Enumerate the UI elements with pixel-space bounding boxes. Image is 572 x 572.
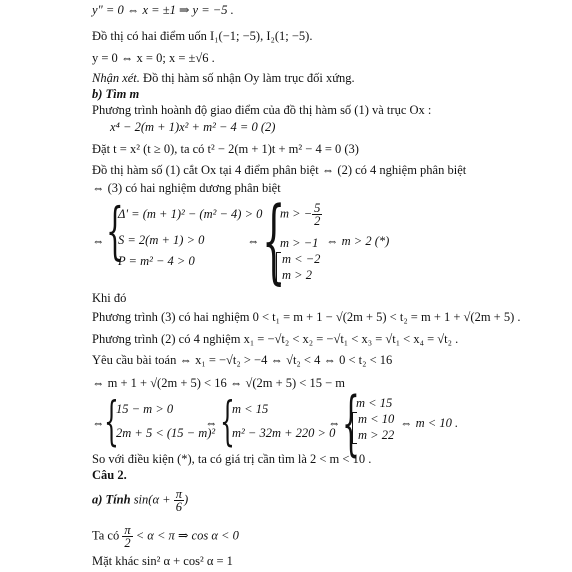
frac-denominator: 2 xyxy=(314,214,321,228)
sys1-cond-m-gt-2: m > 2 xyxy=(282,268,312,282)
sys2-brace: { xyxy=(104,392,119,452)
sys1-brace: { xyxy=(106,194,124,267)
line-four-intersections: Đồ thị hàm số (1) cắt Ox tại 4 điểm phân biệt ⇔ (2) có 4 nghiệm phân biệt xyxy=(92,163,467,177)
sys2-brace-3: { xyxy=(342,382,360,464)
sys2-equiv-arrow-2: ⇔ xyxy=(205,416,218,430)
line-part-a xyxy=(92,488,188,513)
line-inequality: ⇔ m + 1 + √(2m + 5) < 16 ⇔ √(2m + 5) < 15 − m xyxy=(92,376,345,390)
part-a-label: a) Tính xyxy=(92,492,131,507)
line-pythagorean-identity: Mặt khác sin² α + cos² α = 1 xyxy=(92,554,233,568)
sys1-equiv-arrow: ⇔ xyxy=(92,234,105,248)
line-two-positive-roots: ⇔ (3) có hai nghiệm dương phân biệt xyxy=(92,181,281,195)
sys1-cond-m-lhs: m > − xyxy=(280,206,313,221)
frac-numerator: π xyxy=(124,523,131,537)
sys1-result: ⇔ m > 2 (*) xyxy=(326,234,390,248)
sys2-result: ⇔ m < 10 . xyxy=(400,416,459,430)
sys2-cond-m-lt-15-b: m < 15 xyxy=(356,396,393,410)
line-inflection-points: Đồ thị có hai điểm uốn I₁(−1; −5), I₂(1; −5). xyxy=(92,29,313,43)
sys2-cond-m-gt-22: m > 22 xyxy=(358,428,395,442)
section-heading-b: b) Tìm m xyxy=(92,87,140,101)
line-second-derivative: y" = 0 ⇔ x = ±1 ⇒ y = −5 . xyxy=(92,3,234,17)
sys1-equiv-arrow-2: ⇔ xyxy=(247,234,260,248)
line-intersection-equation-intro: Phương trình hoành độ giao điểm của đồ thị hàm số (1) và trục Ox : xyxy=(92,103,432,117)
line-interval xyxy=(92,524,239,549)
sys1-delta-condition: Δ' = (m + 1)² − (m² − 4) > 0 xyxy=(118,207,263,221)
equation-2: x⁴ − 2(m + 1)x² + m² − 4 = 0 (2) xyxy=(110,120,276,134)
frac-numerator: 5 xyxy=(314,201,321,215)
interval-intro: Ta có xyxy=(92,528,123,543)
sys1-cond-m-gt-neg-5-2 xyxy=(280,202,322,227)
sys1-brace-2: { xyxy=(262,187,286,294)
line-substitution: Đặt t = x² (t ≥ 0), ta có t² − 2(m + 1)t + m² − 4 = 0 (3) xyxy=(92,142,359,156)
sys2-brace-2: { xyxy=(220,392,235,452)
sys1-product-condition: P = m² − 4 > 0 xyxy=(118,254,195,268)
sys1-cond-m-lt-neg-2: m < −2 xyxy=(282,252,321,266)
sys2-cond-m-lt-15: m < 15 xyxy=(232,402,269,416)
sys2-cond-2: 2m + 5 < (15 − m)² xyxy=(116,426,216,440)
sys2-equiv-arrow-3: ⇔ xyxy=(328,416,341,430)
part-a-expr: sin(α + xyxy=(130,492,174,507)
sys1-sum-condition: S = 2(m + 1) > 0 xyxy=(118,233,205,247)
line-when: Khi đó xyxy=(92,291,127,305)
remark-label: Nhận xét. xyxy=(92,71,140,85)
sys2-or-bracket xyxy=(352,412,357,444)
heading-question-2: Câu 2. xyxy=(92,468,127,482)
sys1-or-bracket xyxy=(276,252,281,284)
line-roots-eq3: Phương trình (3) có hai nghiệm 0 < t₁ = m + 1 − √(2m + 5) < t₂ = m + 1 + √(2m + 5) . xyxy=(92,310,521,324)
frac-numerator: π xyxy=(175,487,182,501)
line-roots: y = 0 ⇔ x = 0; x = ±√6 . xyxy=(92,51,215,65)
interval-rest: < α < π ⇒ cos α < 0 xyxy=(132,528,239,543)
line-requirement: Yêu cầu bài toán ⇔ x₁ = −√t₂ > −4 ⇔ √t₂ < 4 ⇔ 0 < t₂ < 16 xyxy=(92,353,393,367)
line-remark xyxy=(92,70,355,86)
sys2-cond-m-lt-10: m < 10 xyxy=(358,412,395,426)
part-a-close: ) xyxy=(183,492,189,507)
sys2-cond-quadratic: m² − 32m + 220 > 0 xyxy=(232,426,336,440)
sys1-cond-m-gt-neg-1: m > −1 xyxy=(280,236,319,250)
frac-denominator: 2 xyxy=(124,536,131,550)
line-roots-eq2: Phương trình (2) có 4 nghiệm x₁ = −√t₂ < x₂ = −√t₁ < x₃ = √t₁ < x₄ = √t₂ . xyxy=(92,332,459,346)
sys2-cond-1: 15 − m > 0 xyxy=(116,402,174,416)
frac-denominator: 6 xyxy=(175,500,182,514)
line-conclusion: So với điều kiện (*), ta có giá trị cần tìm là 2 < m < 10 . xyxy=(92,452,372,466)
remark-text: Đồ thị hàm số nhận Oy làm trục đối xứng. xyxy=(139,71,355,85)
sys2-equiv-arrow: ⇔ xyxy=(92,416,105,430)
